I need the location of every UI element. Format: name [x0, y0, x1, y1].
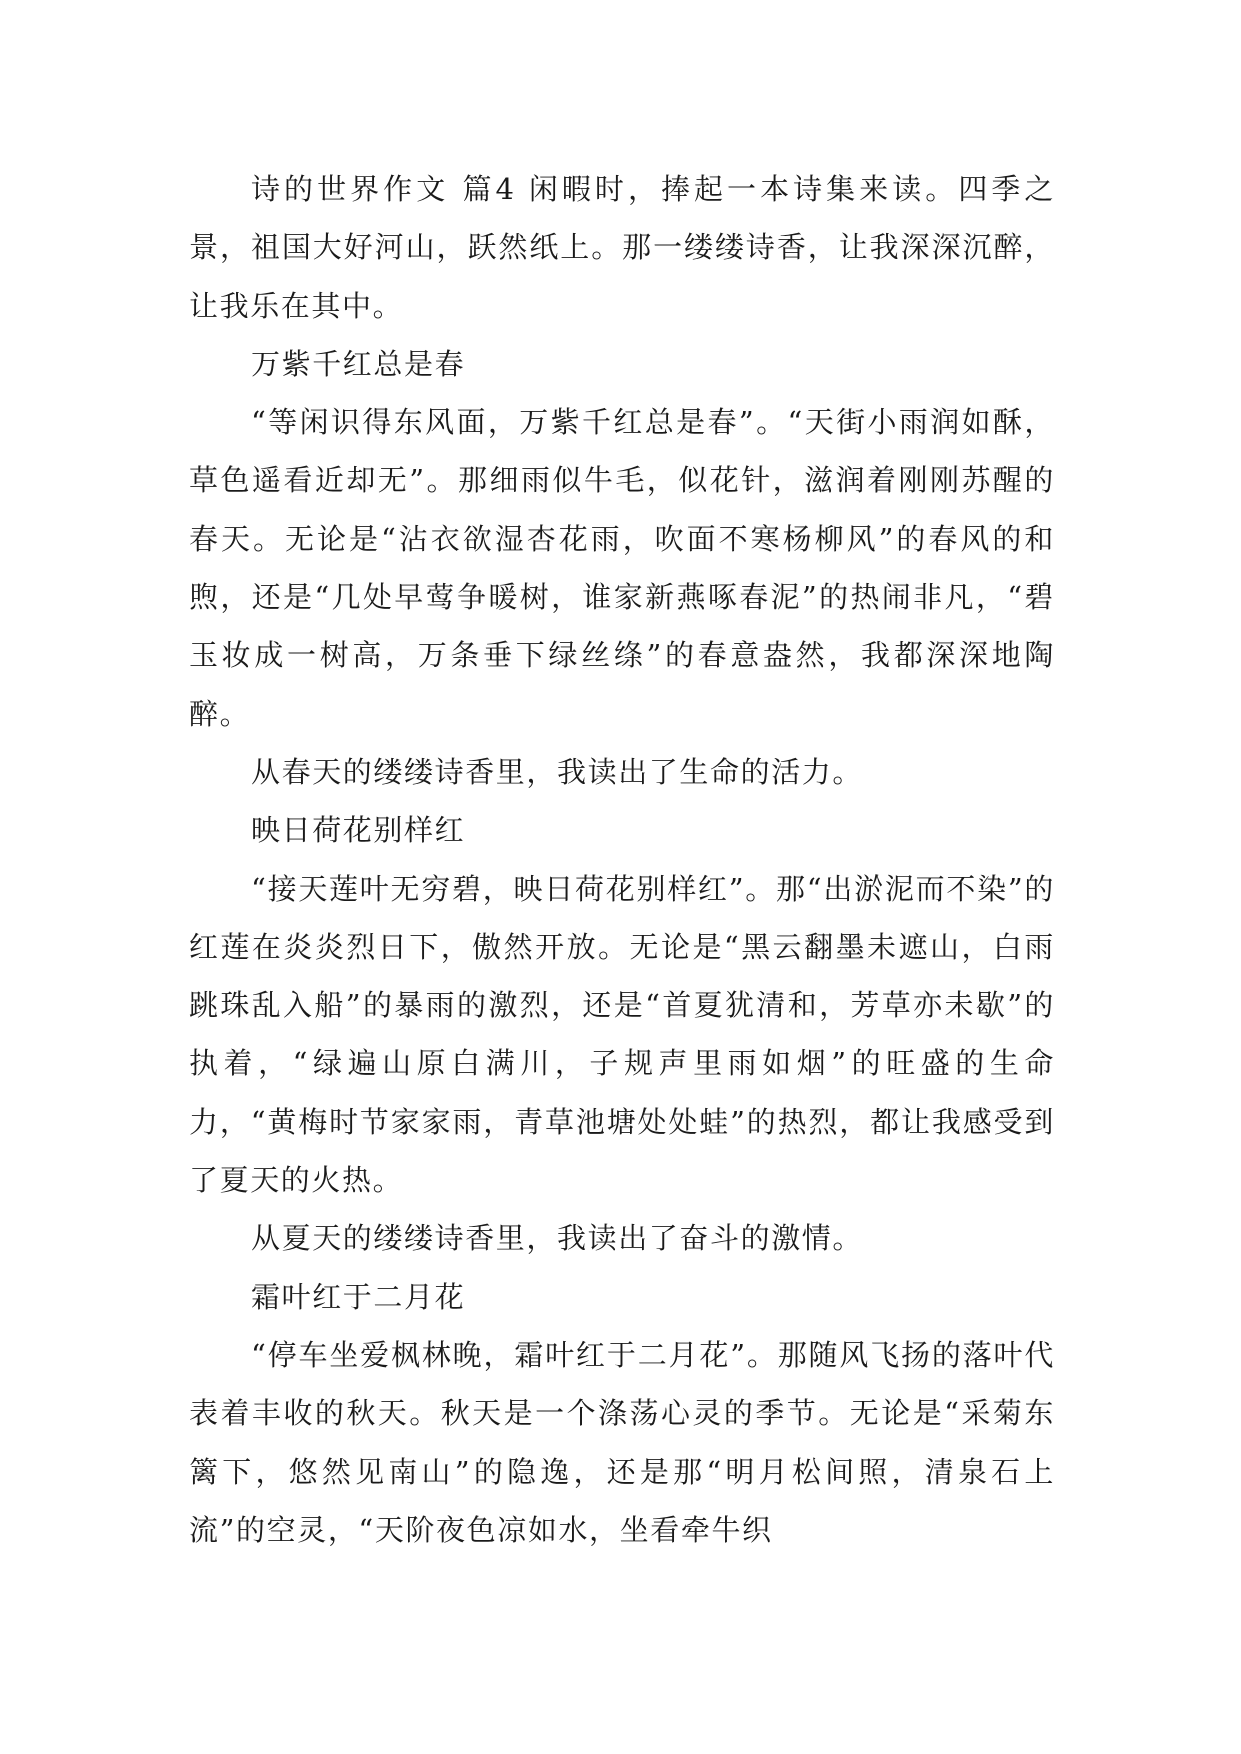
paragraph-summer: “接天莲叶无穷碧，映日荷花别样红”。那“出淤泥而不染”的红莲在炎炎烈日下，傲然开放。无论是“黑云翻墨未遮山，白雨跳珠乱入船”的暴雨的激烈，还是“首夏犹清和，芳草亦未歇”的执着，“绿遍山原白满川，子规声里雨如烟”的旺盛的生命力，“黄梅时节家家雨，青草池塘处处蛙”的热烈，都让我感受到了夏天的火热。 — [189, 871, 1055, 1198]
paragraph-intro: 诗的世界作文 篇4 闲暇时，捧起一本诗集来读。四季之景，祖国大好河山，跃然纸上。那一缕缕诗香，让我深深沉醉，让我乐在其中。 — [189, 172, 1055, 323]
paragraph-autumn: “停车坐爱枫林晚，霜叶红于二月花”。那随风飞扬的落叶代表着丰收的秋天。秋天是一个涤荡心灵的季节。无论是“采菊东篱下，悠然见南山”的隐逸，还是那“明月松间照，清泉石上流”的空灵，“天阶夜色凉如水，坐看牵牛织 — [189, 1337, 1055, 1547]
section-heading-summer: 映日荷花别样红 — [251, 813, 466, 848]
paragraph-spring-summary: 从春天的缕缕诗香里，我读出了生命的活力。 — [251, 754, 864, 789]
paragraph-summer-summary: 从夏天的缕缕诗香里，我读出了奋斗的激情。 — [251, 1221, 864, 1256]
section-heading-autumn: 霜叶红于二月花 — [251, 1279, 466, 1314]
section-heading-spring: 万紫千红总是春 — [251, 346, 466, 381]
document-body — [189, 160, 1055, 1559]
paragraph-spring: “等闲识得东风面，万紫千红总是春”。“天街小雨润如酥，草色遥看近却无”。那细雨似牛毛，似花针，滋润着刚刚苏醒的春天。无论是“沾衣欲湿杏花雨，吹面不寒杨柳风”的春风的和煦，还是“几处早莺争暖树，谁家新燕啄春泥”的热闹非凡，“碧玉妆成一树高，万条垂下绿丝绦”的春意盎然，我都深深地陶醉。 — [189, 405, 1055, 731]
